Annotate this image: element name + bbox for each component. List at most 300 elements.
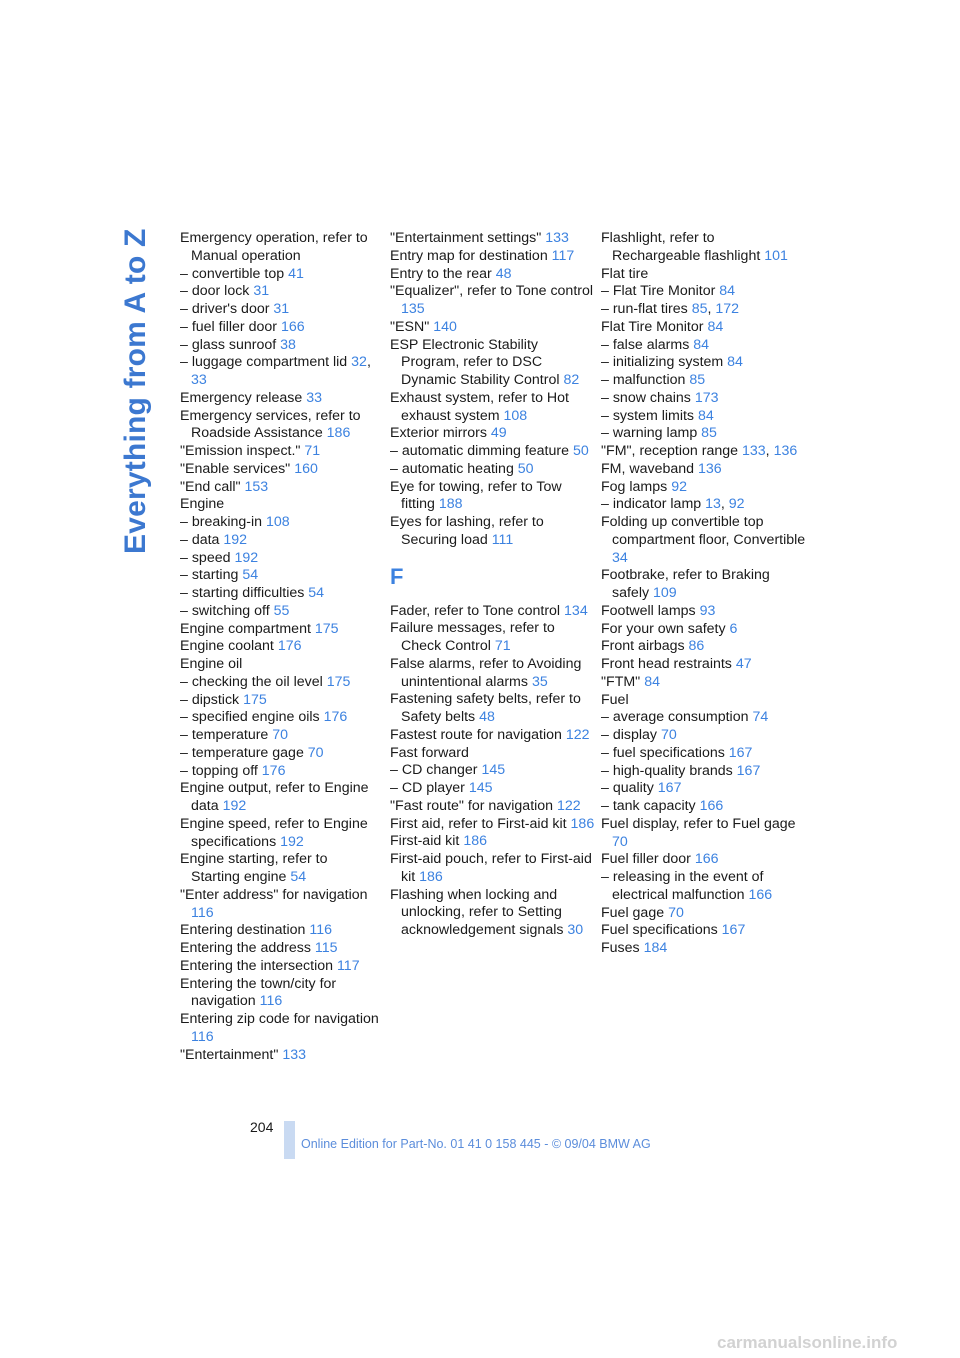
page-link[interactable]: 133 — [742, 443, 766, 459]
entry-text: – system limits — [601, 407, 695, 424]
index-entry — [180, 656, 380, 674]
page-link[interactable]: 70 — [272, 727, 289, 743]
index-column-3 — [601, 230, 806, 958]
index-entry — [601, 621, 806, 639]
entry-text: Fastest route for navigation — [390, 726, 562, 743]
index-entry — [180, 230, 380, 266]
page-link[interactable]: 116 — [191, 904, 214, 921]
entry-text: – fuel filler door — [180, 318, 277, 335]
index-entry — [601, 656, 806, 674]
page-link[interactable]: 175 — [243, 691, 267, 708]
page-link[interactable]: 116 — [309, 922, 332, 939]
index-column-2 — [390, 230, 595, 940]
entry-text: Entering the address — [180, 940, 311, 956]
page-separator: , — [366, 354, 371, 371]
index-entry — [601, 816, 806, 852]
entry-text: Engine — [180, 496, 225, 513]
entry-text: – switching off — [180, 602, 270, 619]
index-entry — [390, 603, 595, 621]
page-link[interactable]: 34 — [612, 549, 628, 566]
entry-text: Engine speed, refer to Engine specifications — [180, 815, 368, 850]
page-link[interactable]: 85 — [691, 301, 708, 317]
page-link[interactable]: 167 — [657, 780, 682, 797]
entry-text: – warning lamp — [601, 425, 698, 442]
page-link[interactable]: 54 — [290, 869, 307, 885]
index-entry — [180, 443, 380, 461]
entry-text: Entering destination — [180, 922, 306, 939]
index-entry — [390, 337, 595, 390]
page-link[interactable]: 84 — [719, 283, 736, 300]
index-entry — [601, 408, 806, 426]
index-entry — [180, 922, 380, 940]
index-entry — [390, 230, 595, 248]
index-entry — [180, 461, 380, 479]
index-entry — [180, 763, 380, 781]
page-link[interactable]: 85 — [701, 425, 717, 442]
index-entry — [601, 763, 806, 781]
entry-text: – specified engine oils — [180, 709, 320, 726]
page-link[interactable]: 108 — [265, 514, 290, 530]
index-entry — [180, 780, 380, 816]
page-link[interactable]: 145 — [468, 780, 493, 796]
entry-text: Engine compartment — [180, 620, 311, 637]
index-entry — [390, 514, 595, 550]
index-entry — [180, 283, 380, 301]
index-entry — [390, 461, 595, 479]
page-link[interactable]: 48 — [479, 709, 495, 725]
page-link[interactable]: 70 — [660, 727, 677, 743]
index-entry — [390, 266, 595, 284]
page-link[interactable]: 71 — [304, 443, 321, 459]
page-link[interactable]: 6 — [729, 620, 738, 637]
index-entry — [601, 798, 806, 816]
entry-text: Eyes for lashing, refer to Securing load — [390, 514, 544, 548]
entry-text: – run-flat tires — [601, 301, 688, 317]
index-entry — [180, 319, 380, 337]
page-link[interactable]: 74 — [752, 709, 769, 726]
index-entry — [390, 620, 595, 656]
index-entry — [390, 319, 595, 337]
watermark: carmanualsonline.info — [717, 1333, 898, 1352]
edition-footer: Online Edition for Part-No. 01 41 0 158 445 - © 09/04 BMW AG — [301, 1137, 651, 1151]
page-link[interactable]: 70 — [612, 833, 628, 850]
entry-text: Fuses — [601, 940, 640, 956]
index-entry — [601, 390, 806, 408]
entry-text: For your own safety — [601, 620, 726, 637]
page-link[interactable]: 175 — [314, 620, 339, 637]
entry-text: Emergency release — [180, 389, 303, 406]
entry-text: – display — [601, 727, 657, 743]
page-link[interactable]: 192 — [223, 531, 248, 548]
page-link[interactable]: 166 — [748, 886, 773, 903]
entry-text: Entering the town/city for navigation — [180, 975, 337, 1010]
index-entry — [601, 692, 806, 710]
index-entry — [601, 372, 806, 390]
page-link[interactable]: 92 — [728, 496, 745, 513]
entry-text: – automatic heating — [390, 460, 514, 477]
index-entry — [390, 248, 595, 266]
page-link[interactable]: 84 — [644, 673, 660, 690]
page-link[interactable]: 86 — [688, 638, 705, 655]
page-link[interactable]: 136 — [698, 460, 722, 477]
index-entry — [180, 479, 380, 497]
index-entry — [180, 674, 380, 692]
entry-text: – malfunction — [601, 372, 686, 388]
index-entry — [601, 674, 806, 692]
page-link[interactable]: 186 — [570, 815, 595, 832]
index-entry — [390, 887, 595, 940]
entry-text: Entering the intersection — [180, 957, 334, 974]
page-link[interactable]: 38 — [280, 336, 296, 353]
index-entry — [601, 709, 806, 727]
entry-text: "FM", reception range — [601, 443, 739, 459]
page-link[interactable]: 173 — [694, 389, 719, 406]
page-link[interactable]: 192 — [222, 798, 247, 814]
entry-text: Fuel specifications — [601, 922, 718, 939]
page-link[interactable]: 175 — [326, 673, 351, 690]
page-link[interactable]: 153 — [244, 478, 269, 495]
page-link[interactable]: 55 — [273, 602, 290, 619]
entry-text: Flat Tire Monitor — [601, 318, 704, 335]
index-entry — [180, 1011, 380, 1047]
page-link[interactable]: 192 — [234, 549, 259, 566]
entry-text: Footbrake, refer to Braking safely — [601, 567, 770, 601]
entry-text: "FTM" — [601, 673, 641, 690]
entry-text: Exterior mirrors — [390, 425, 487, 442]
page-link[interactable]: 192 — [280, 833, 304, 850]
page-link[interactable]: 133 — [282, 1046, 307, 1063]
index-entry — [180, 532, 380, 550]
entry-text: "Entertainment settings" — [390, 230, 542, 246]
index-entry — [390, 798, 595, 816]
entry-text: – indicator lamp — [601, 496, 702, 513]
entry-text: Front head restraints — [601, 656, 732, 672]
index-entry — [601, 496, 806, 514]
page-link[interactable]: 166 — [699, 798, 724, 814]
entry-text: Emergency services, refer to Roadside Assistance — [180, 407, 361, 442]
entry-text: – breaking-in — [180, 514, 263, 530]
index-entry — [601, 425, 806, 443]
page-link[interactable]: 70 — [668, 904, 684, 921]
index-entry — [390, 816, 595, 834]
index-entry — [180, 816, 380, 852]
page-link[interactable]: 93 — [699, 602, 716, 619]
page-link[interactable]: 160 — [294, 460, 318, 477]
entry-text: Engine output, refer to Engine data — [180, 780, 369, 814]
index-entry — [180, 727, 380, 745]
entry-text: "Emission inspect." — [180, 443, 301, 459]
index-entry — [601, 337, 806, 355]
page-link[interactable]: 31 — [253, 283, 270, 300]
page-link[interactable]: 84 — [697, 407, 714, 424]
entry-text: False alarms, refer to Avoiding unintentional alarms — [390, 655, 582, 690]
index-entry — [601, 638, 806, 656]
entry-text: Folding up convertible top compartment floor, Convertible — [601, 514, 806, 548]
page-link[interactable]: 31 — [273, 301, 290, 317]
page-link[interactable]: 35 — [531, 673, 548, 690]
page-link[interactable]: 115 — [314, 940, 338, 956]
entry-text: – luggage compartment lid — [180, 354, 348, 371]
entry-text: Fuel — [601, 691, 629, 708]
entry-text: – high-quality brands — [601, 762, 733, 779]
index-entry — [180, 603, 380, 621]
index-entry — [180, 887, 380, 923]
page-link[interactable]: 47 — [735, 656, 752, 672]
page-link[interactable]: 50 — [572, 443, 589, 459]
entry-text: – snow chains — [601, 389, 691, 406]
entry-text: – speed — [180, 549, 231, 566]
page-link[interactable]: 133 — [545, 230, 569, 246]
index-entry — [180, 638, 380, 656]
index-entry — [390, 745, 595, 763]
index-entry — [601, 283, 806, 301]
index-entry — [180, 514, 380, 532]
entry-text: Flashing when locking and unlocking, refer to Setting acknowledgement signals — [390, 886, 564, 938]
entry-text: Fog lamps — [601, 478, 668, 495]
index-entry — [601, 266, 806, 284]
entry-text: – door lock — [180, 283, 250, 300]
entry-text: Eye for towing, refer to Tow fitting — [390, 478, 562, 513]
entry-text: Failure messages, refer to Check Control — [390, 620, 555, 654]
page-link[interactable]: 135 — [401, 301, 425, 317]
page-link[interactable]: 85 — [689, 372, 706, 388]
page-link[interactable]: 32 — [351, 354, 367, 371]
entry-text: First-aid pouch, refer to First-aid kit — [390, 851, 592, 885]
page-link[interactable]: 84 — [727, 354, 743, 371]
index-entry — [180, 958, 380, 976]
index-entry — [180, 354, 380, 390]
index-entry — [601, 479, 806, 497]
entry-text: "Enter address" for navigation — [180, 886, 368, 903]
page-link[interactable]: 117 — [551, 247, 575, 264]
page-link[interactable]: 92 — [671, 478, 687, 495]
page-link[interactable]: 13 — [705, 496, 721, 513]
page-link[interactable]: 167 — [728, 744, 753, 761]
entry-text: – data — [180, 531, 220, 548]
page-link[interactable]: 145 — [481, 762, 506, 779]
index-entry — [180, 266, 380, 284]
entry-text: – starting difficulties — [180, 585, 305, 601]
index-entry — [180, 709, 380, 727]
entry-text: – tank capacity — [601, 798, 696, 814]
entry-text: Engine starting, refer to Starting engine — [180, 851, 328, 885]
entry-text: Entry to the rear — [390, 265, 492, 282]
entry-text: – automatic dimming feature — [390, 443, 570, 459]
page-link[interactable]: 84 — [707, 318, 724, 335]
section-letter: F — [390, 563, 404, 589]
page-link[interactable]: 111 — [491, 531, 514, 548]
index-entry — [601, 780, 806, 798]
entry-text: "Fast route" for navigation — [390, 797, 554, 814]
entry-text: – releasing in the event of electrical malfunction — [601, 869, 764, 903]
entry-text: Fast forward — [390, 744, 469, 761]
entry-text: "Equalizer", refer to Tone control — [390, 283, 594, 300]
entry-text: Engine oil — [180, 656, 243, 672]
page-link[interactable]: 136 — [773, 443, 798, 459]
entry-text: ESP Electronic Stability Program, refer to DSC Dynamic Stability Control — [390, 336, 560, 388]
entry-text: Flashlight, refer to Rechargeable flashlight — [601, 230, 761, 264]
entry-text: Fuel display, refer to Fuel gage — [601, 815, 796, 832]
entry-text: Fuel gage — [601, 904, 665, 921]
index-entry — [390, 851, 595, 887]
index-entry — [601, 745, 806, 763]
entry-text: – average consumption — [601, 709, 749, 726]
index-entry — [180, 692, 380, 710]
page-link[interactable]: 188 — [438, 496, 463, 513]
page-link[interactable]: 48 — [495, 265, 512, 282]
entry-text: Flat tire — [601, 265, 649, 282]
index-entry — [390, 283, 595, 319]
page-link[interactable]: 134 — [564, 602, 588, 619]
page-link[interactable]: 49 — [490, 425, 507, 442]
entry-text: – glass sunroof — [180, 336, 277, 353]
page-link[interactable]: 176 — [277, 638, 302, 655]
page-link[interactable]: 186 — [463, 833, 487, 850]
index-entry — [601, 869, 806, 905]
index-entry — [601, 301, 806, 319]
index-entry — [180, 621, 380, 639]
index-entry — [180, 496, 380, 514]
entry-text: "ESN" — [390, 318, 430, 335]
page-link[interactable]: 84 — [693, 336, 710, 353]
index-entry — [390, 656, 595, 692]
index-entry — [601, 940, 806, 958]
index-entry — [601, 443, 806, 461]
index-entry — [601, 922, 806, 940]
page-separator: , — [720, 496, 729, 513]
page-separator: , — [765, 443, 774, 459]
side-title: Everything from A to Z — [119, 228, 152, 554]
page-link[interactable]: 33 — [191, 372, 207, 388]
index-entry — [601, 514, 806, 567]
page-link[interactable]: 101 — [764, 247, 788, 264]
entry-text: Entry map for destination — [390, 247, 548, 264]
page-link[interactable]: 166 — [694, 851, 719, 868]
index-entry — [180, 745, 380, 763]
index-entry — [180, 851, 380, 887]
page-link[interactable]: 33 — [306, 389, 322, 406]
entry-text: – convertible top — [180, 265, 285, 282]
page-link[interactable]: 30 — [567, 922, 584, 938]
entry-text: – dipstick — [180, 691, 240, 708]
page-link[interactable]: 176 — [261, 762, 286, 779]
index-entry — [390, 443, 595, 461]
page-link[interactable]: 186 — [326, 425, 351, 442]
entry-text: – quality — [601, 780, 654, 797]
index-entry — [601, 603, 806, 621]
page-link[interactable]: 172 — [715, 301, 740, 317]
index-entry — [390, 762, 595, 780]
page-link[interactable]: 41 — [288, 265, 304, 282]
index-entry — [180, 390, 380, 408]
index-entry — [180, 550, 380, 568]
index-entry — [180, 585, 380, 603]
page-number: 204 — [250, 1119, 274, 1135]
page-link[interactable]: 167 — [721, 922, 746, 939]
index-entry — [180, 940, 380, 958]
entry-text: – fuel specifications — [601, 744, 725, 761]
entry-text: Fastening safety belts, refer to Safety belts — [390, 691, 581, 725]
index-entry — [180, 301, 380, 319]
page-link[interactable]: 140 — [433, 318, 457, 335]
index-entry — [180, 976, 380, 1012]
index-entry — [601, 851, 806, 869]
entry-text: – temperature — [180, 727, 269, 743]
footer-bar — [284, 1121, 295, 1159]
entry-text: "Enable services" — [180, 460, 291, 477]
page-link[interactable]: 70 — [307, 744, 324, 761]
page-link[interactable]: 71 — [494, 638, 511, 654]
entry-text: Footwell lamps — [601, 602, 696, 619]
page-separator: , — [707, 301, 716, 317]
index-entry — [390, 780, 595, 798]
entry-text: – checking the oil level — [180, 673, 323, 690]
page-link[interactable]: 186 — [419, 868, 443, 885]
page-link[interactable]: 122 — [557, 797, 581, 814]
index-column-1 — [180, 230, 380, 1064]
page-link[interactable]: 54 — [242, 567, 259, 584]
entry-text: Exhaust system, refer to Hot exhaust system — [390, 389, 569, 424]
index-entry — [390, 479, 595, 515]
index-entry — [601, 354, 806, 372]
index-entry — [601, 905, 806, 923]
entry-text: – starting — [180, 567, 239, 584]
index-entry — [180, 567, 380, 585]
index-entry — [180, 337, 380, 355]
index-entry — [390, 691, 595, 727]
page-link[interactable]: 116 — [191, 1028, 214, 1045]
entry-text: – CD changer — [390, 762, 478, 779]
page-link[interactable]: 122 — [565, 726, 590, 743]
page-link[interactable]: 116 — [259, 993, 283, 1010]
page-link[interactable]: 184 — [643, 940, 668, 956]
entry-text: – Flat Tire Monitor — [601, 283, 716, 300]
entry-text: – temperature gage — [180, 744, 304, 761]
page-link[interactable]: 167 — [736, 762, 761, 779]
entry-text: – topping off — [180, 762, 258, 779]
index-entry — [601, 567, 806, 603]
index-entry — [180, 408, 380, 444]
page-link[interactable]: 108 — [503, 407, 528, 424]
index-entry — [180, 1047, 380, 1065]
index-entry — [390, 833, 595, 851]
entry-text: Front airbags — [601, 638, 685, 655]
entry-text: Engine coolant — [180, 638, 274, 655]
entry-text: Fader, refer to Tone control — [390, 602, 561, 619]
page-link[interactable]: 82 — [563, 372, 580, 388]
index-entry — [601, 461, 806, 479]
page-link[interactable]: 176 — [323, 709, 348, 726]
entry-text: First-aid kit — [390, 833, 460, 850]
index-entry — [390, 425, 595, 443]
page-link[interactable]: 50 — [517, 460, 534, 477]
entry-text: Emergency operation, refer to Manual operation — [180, 230, 368, 264]
entry-text: Entering zip code for navigation — [180, 1011, 379, 1027]
entry-text: – false alarms — [601, 336, 690, 353]
index-entry — [601, 319, 806, 337]
entry-text: First aid, refer to First-aid kit — [390, 815, 567, 832]
entry-text: "End call" — [180, 478, 241, 495]
entry-text: – driver's door — [180, 301, 270, 317]
entry-text: "Entertainment" — [180, 1046, 279, 1063]
index-entry — [601, 727, 806, 745]
page-link[interactable]: 166 — [280, 318, 305, 335]
page-link[interactable]: 109 — [653, 585, 677, 601]
entry-text: – initializing system — [601, 354, 724, 371]
page-link[interactable]: 54 — [308, 585, 325, 601]
index-entry — [390, 390, 595, 426]
page-link[interactable]: 117 — [336, 957, 360, 974]
